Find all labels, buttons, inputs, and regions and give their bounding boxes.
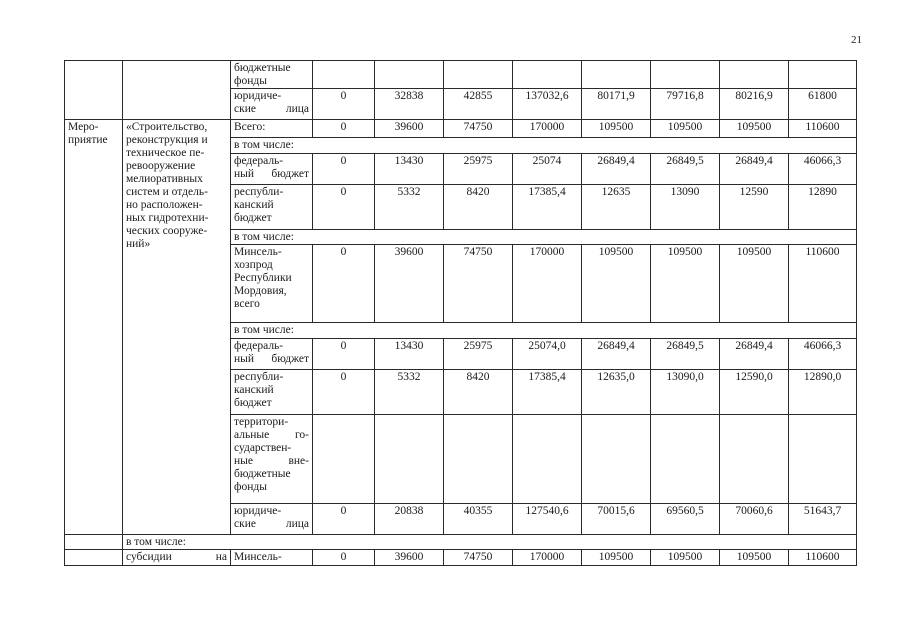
empty-title-cell (123, 61, 231, 120)
top-row-1-value-6 (651, 61, 720, 89)
measure-row-8-value-5: 26849,4 (582, 339, 651, 370)
footer-row-value-8: 110600 (789, 550, 857, 566)
source-cell: юридиче- ские лица (231, 504, 313, 535)
top-row-1-value-5 (582, 61, 651, 89)
measure-row-3-value-8: 46066,3 (789, 154, 857, 185)
top-row-2-value-4: 137032,6 (513, 89, 582, 120)
source-cell: юридиче- ские лица (231, 89, 313, 120)
measure-row-3-value-1: 0 (313, 154, 375, 185)
table-row (65, 535, 857, 550)
subsidy-cell (123, 550, 231, 566)
measure-row-4-value-1: 0 (313, 185, 375, 230)
top-row-2-value-7: 80216,9 (720, 89, 789, 120)
measure-row-6-value-7: 109500 (720, 245, 789, 323)
measure-row-10-value-8 (789, 415, 857, 504)
measure-row-8-value-3: 25975 (444, 339, 513, 370)
top-row-2-value-8: 61800 (789, 89, 857, 120)
measure-row-1-value-1: 0 (313, 120, 375, 138)
measure-row-1-value-4: 170000 (513, 120, 582, 138)
measure-row-11-value-8: 51643,7 (789, 504, 857, 535)
measure-row-9-value-7: 12590,0 (720, 370, 789, 415)
measure-row-8-value-7: 26849,4 (720, 339, 789, 370)
measure-row-4-value-8: 12890 (789, 185, 857, 230)
top-row-2-value-6: 79716,8 (651, 89, 720, 120)
measure-row-10-value-7 (720, 415, 789, 504)
measure-row-3-value-5: 26849,4 (582, 154, 651, 185)
measure-row-3-value-4: 25074 (513, 154, 582, 185)
measure-row-11-value-1: 0 (313, 504, 375, 535)
measure-row-10-value-6 (651, 415, 720, 504)
measure-row-11-value-7: 70060,6 (720, 504, 789, 535)
measure-title-cell: «Строительство, реконструкция и техническое пе- ревооружение мелиоративных систем и отдель- но расположен- ных гидротехни- ческих сооруже- ний» (123, 120, 231, 535)
measure-row-9-value-6: 13090,0 (651, 370, 720, 415)
measure-row-3-value-2: 13430 (375, 154, 444, 185)
source-cell: федераль- ный бюджет (231, 339, 313, 370)
measure-row-11-value-5: 70015,6 (582, 504, 651, 535)
measure-row-6-value-2: 39600 (375, 245, 444, 323)
measure-row-4-value-7: 12590 (720, 185, 789, 230)
measure-row-11-value-4: 127540,6 (513, 504, 582, 535)
measure-row-9-value-4: 17385,4 (513, 370, 582, 415)
source-cell: республи- канский бюджет (231, 370, 313, 415)
measure-row-4-value-2: 5332 (375, 185, 444, 230)
table-row (65, 61, 857, 89)
measure-row-9-value-1: 0 (313, 370, 375, 415)
footer-row-value-3: 74750 (444, 550, 513, 566)
measure-row-8-value-2: 13430 (375, 339, 444, 370)
top-row-1-value-4 (513, 61, 582, 89)
top-row-2-value-3: 42855 (444, 89, 513, 120)
measure-row-9-value-8: 12890,0 (789, 370, 857, 415)
measure-row-1-value-8: 110600 (789, 120, 857, 138)
top-row-2-value-2: 32838 (375, 89, 444, 120)
measure-row-6-value-8: 110600 (789, 245, 857, 323)
measure-row-9-value-2: 5332 (375, 370, 444, 415)
table-row (65, 550, 857, 566)
measure-row-8-value-6: 26849,5 (651, 339, 720, 370)
footer-row-value-2: 39600 (375, 550, 444, 566)
measure-row-3-value-7: 26849,4 (720, 154, 789, 185)
funding-table (64, 60, 857, 566)
top-row-1-value-2 (375, 61, 444, 89)
table-row (65, 120, 857, 138)
subtotal-label: в том числе: (231, 323, 857, 339)
page-number: 21 (851, 34, 862, 46)
subsidy-preposition: на (215, 551, 227, 563)
source-cell: федераль- ный бюджет (231, 154, 313, 185)
measure-row-6-value-5: 109500 (582, 245, 651, 323)
measure-row-3-value-6: 26849,5 (651, 154, 720, 185)
measure-row-9-value-5: 12635,0 (582, 370, 651, 415)
subtotal-label: в том числе: (231, 138, 857, 154)
measure-row-4-value-5: 12635 (582, 185, 651, 230)
measure-row-1-value-2: 39600 (375, 120, 444, 138)
top-row-2-value-5: 80171,9 (582, 89, 651, 120)
source-cell: Минсель- хозпрод Республики Мордовия, всего (231, 245, 313, 323)
measure-row-6-value-3: 74750 (444, 245, 513, 323)
measure-row-10-value-1 (313, 415, 375, 504)
footer-row-value-4: 170000 (513, 550, 582, 566)
measure-row-4-value-4: 17385,4 (513, 185, 582, 230)
top-row-1-value-7 (720, 61, 789, 89)
source-cell: Минсель- (231, 550, 313, 566)
source-cell: Всего: (231, 120, 313, 138)
source-cell: республи- канский бюджет (231, 185, 313, 230)
measure-row-10-value-5 (582, 415, 651, 504)
empty-type-cell (65, 550, 123, 566)
measure-row-11-value-6: 69560,5 (651, 504, 720, 535)
measure-row-11-value-3: 40355 (444, 504, 513, 535)
subsidy-label: субсидии (126, 551, 172, 563)
measure-row-6-value-6: 109500 (651, 245, 720, 323)
subtotal-label: в том числе: (231, 230, 857, 245)
footer-row-value-5: 109500 (582, 550, 651, 566)
source-cell: бюджетные фонды (231, 61, 313, 89)
measure-row-10-value-2 (375, 415, 444, 504)
measure-row-8-value-8: 46066,3 (789, 339, 857, 370)
measure-row-9-value-3: 8420 (444, 370, 513, 415)
including-label: в том числе: (123, 535, 857, 550)
measure-type-cell: Меро- приятие (65, 120, 123, 535)
measure-row-6-value-1: 0 (313, 245, 375, 323)
measure-row-1-value-6: 109500 (651, 120, 720, 138)
footer-row-value-7: 109500 (720, 550, 789, 566)
measure-row-3-value-3: 25975 (444, 154, 513, 185)
measure-row-4-value-6: 13090 (651, 185, 720, 230)
measure-row-10-value-4 (513, 415, 582, 504)
measure-row-1-value-7: 109500 (720, 120, 789, 138)
measure-row-4-value-3: 8420 (444, 185, 513, 230)
top-row-1-value-3 (444, 61, 513, 89)
footer-row-value-6: 109500 (651, 550, 720, 566)
measure-row-8-value-4: 25074,0 (513, 339, 582, 370)
measure-row-8-value-1: 0 (313, 339, 375, 370)
top-row-2-value-1: 0 (313, 89, 375, 120)
measure-row-1-value-3: 74750 (444, 120, 513, 138)
measure-row-11-value-2: 20838 (375, 504, 444, 535)
measure-row-6-value-4: 170000 (513, 245, 582, 323)
source-cell: территори- альные го- сударствен- ные вне- бюджетные фонды (231, 415, 313, 504)
top-row-1-value-1 (313, 61, 375, 89)
top-row-1-value-8 (789, 61, 857, 89)
measure-row-10-value-3 (444, 415, 513, 504)
empty-type-cell (65, 535, 123, 550)
empty-type-cell (65, 61, 123, 120)
measure-row-1-value-5: 109500 (582, 120, 651, 138)
footer-row-value-1: 0 (313, 550, 375, 566)
